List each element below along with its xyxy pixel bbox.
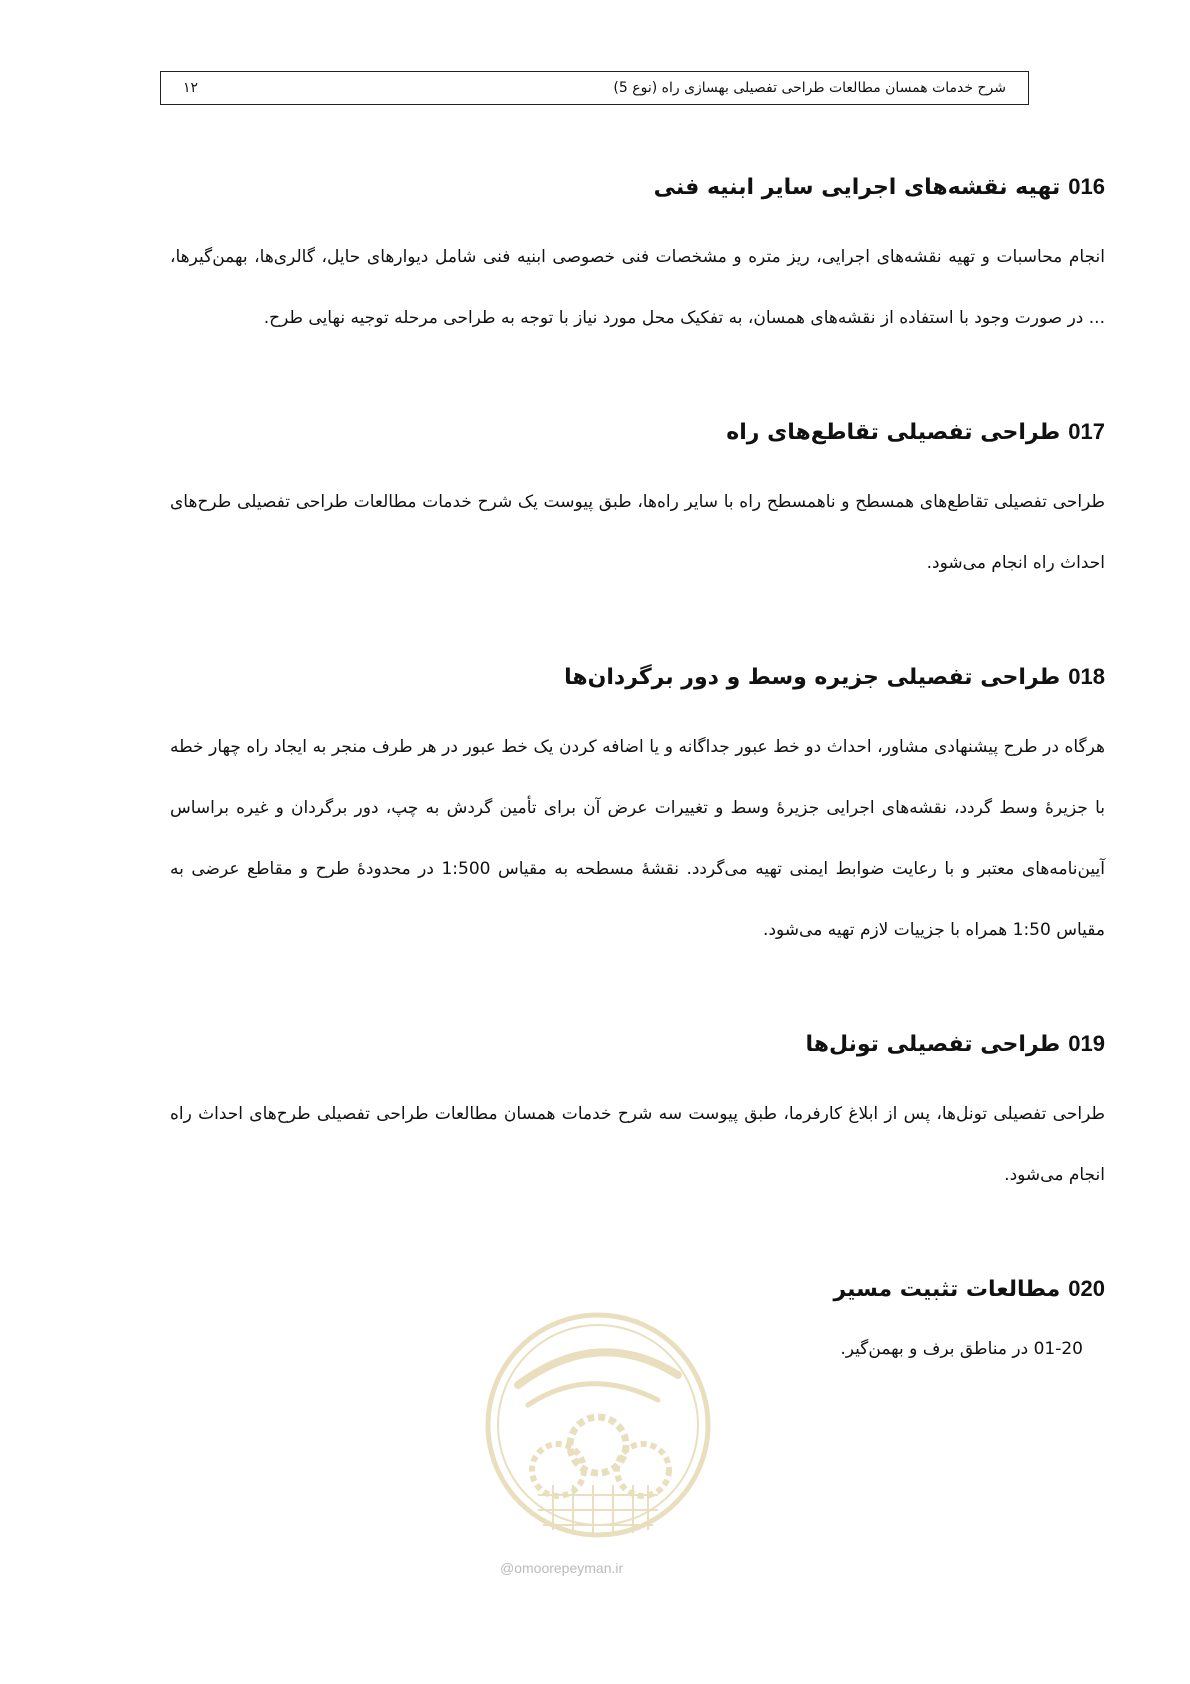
section-019 xyxy=(170,1027,1105,1206)
watermark-site: @omoorepeyman.ir xyxy=(500,1560,624,1576)
section-number: 020 xyxy=(1068,1276,1105,1301)
section-title xyxy=(170,1027,1105,1062)
sub-item: 01-20 در مناطق برف و بهمن‌گیر. xyxy=(840,1339,1083,1359)
section-paragraph: انجام محاسبات و تهیه نقشه‌های اجرایی، ریز متره و مشخصات فنی خصوصی ابنیه فنی شامل دیوارهای حایل، گالری‌ها، بهمن‌گیرها، ... در صورت وجود با استفاده از نقشه‌های همسان، به تفکیک محل مورد نیاز با توجه به طراحی مرحله توجیه نهایی طرح. xyxy=(170,247,1105,328)
section-number: 016 xyxy=(1068,174,1105,199)
section-heading: طراحی تفصیلی تقاطع‌های راه xyxy=(726,420,1061,445)
section-paragraph: طراحی تفصیلی تقاطع‌های همسطح و ناهمسطح راه با سایر راه‌ها، طبق پیوست یک شرح خدمات مطالعات طراحی تفصیلی طرح‌های احداث راه انجام می‌شود. xyxy=(170,492,1105,573)
section-title xyxy=(170,415,1105,450)
section-paragraph: هرگاه در طرح پیشنهادی مشاور، احداث دو خط عبور جداگانه و یا اضافه کردن یک خط عبور در هر طرف منجر به ایجاد راه چهار خطه با جزیرۀ وسط گردد، نقشه‌های اجرایی جزیرۀ وسط و تغییرات عرض آن برای تأمین گردش به چپ، دور برگردان و غیره براساس آیین‌نامه‌های معتبر و با رعایت ضوابط ایمنی تهیه می‌گردد. نقشۀ مسطحه به مقیاس 1:500 در محدودۀ طرح و مقاطع عرضی به مقیاس 1:50 همراه با جزییات لازم تهیه می‌شود. xyxy=(170,737,1106,940)
section-title xyxy=(170,1272,1105,1307)
section-heading: تهیه نقشه‌های اجرایی سایر ابنیه فنی xyxy=(653,175,1061,200)
section-017 xyxy=(170,415,1105,594)
document-body xyxy=(170,170,1105,1435)
section-number: 017 xyxy=(1068,419,1105,444)
section-title xyxy=(170,660,1105,695)
section-heading: طراحی تفصیلی تونل‌ها xyxy=(805,1032,1061,1057)
section-heading: مطالعات تثبیت مسیر xyxy=(833,1277,1061,1302)
page-number: ۱۲ xyxy=(183,80,199,96)
section-paragraph: طراحی تفصیلی تونل‌ها، پس از ابلاغ کارفرما، طبق پیوست سه شرح خدمات همسان مطالعات طراحی تفصیلی طرح‌های احداث راه انجام می‌شود. xyxy=(170,1104,1105,1185)
section-heading: طراحی تفصیلی جزیره وسط و دور برگردان‌ها xyxy=(564,665,1061,690)
header-title: شرح خدمات همسان مطالعات طراحی تفصیلی بهسازی راه (نوع 5) xyxy=(613,80,1006,96)
section-number: 018 xyxy=(1068,664,1105,689)
page-header xyxy=(160,71,1029,105)
section-016 xyxy=(170,170,1105,349)
section-number: 019 xyxy=(1068,1031,1105,1056)
section-title xyxy=(170,170,1105,205)
section-018 xyxy=(170,660,1105,961)
